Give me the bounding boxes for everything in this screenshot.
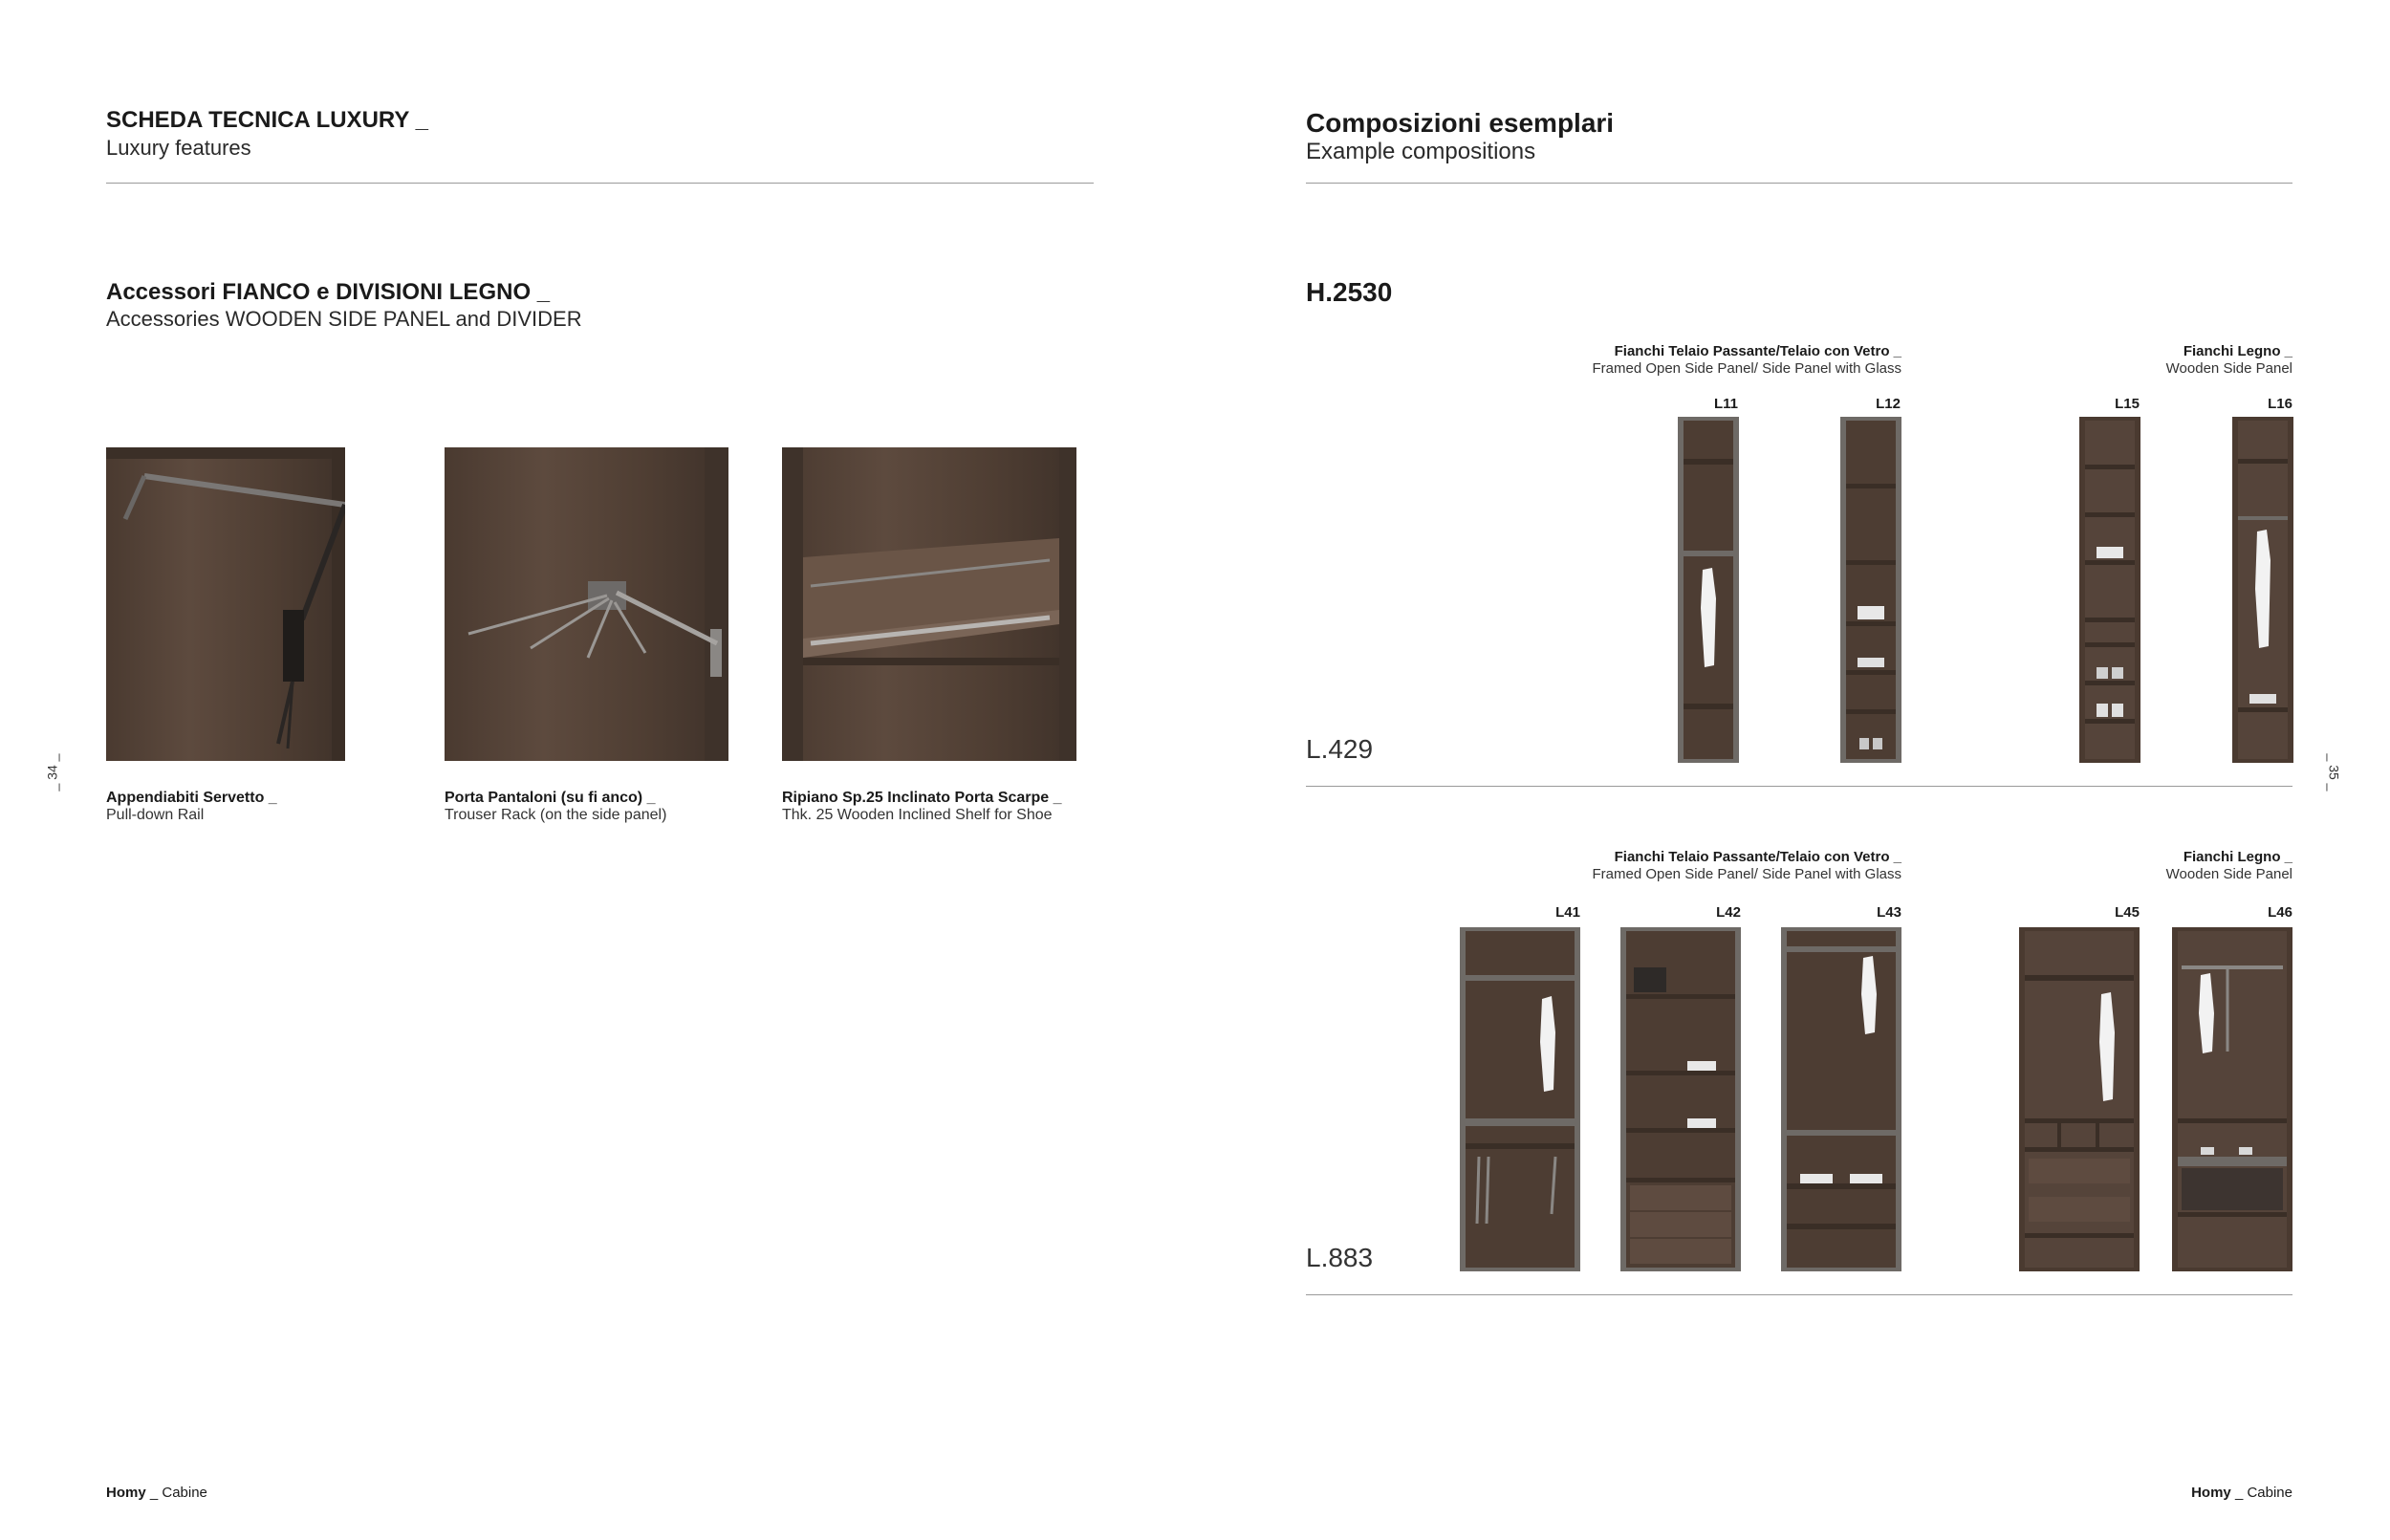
item-3-subtitle: Thk. 25 Wooden Inclined Shelf for Shoe [782,807,1053,823]
item-3-title: Ripiano Sp.25 Inclinato Porta Scarpe _ [782,790,1062,806]
left-footer [106,1485,207,1502]
section-subtitle: Accessories WOODEN SIDE PANEL and DIVIDER [106,307,582,331]
item-1-title: Appendiabiti Servetto _ [106,790,277,806]
code-L11: L11 [1713,396,1738,412]
row2-group2-title: Fianchi Legno _ [2183,849,2292,865]
cabinet-L41 [1460,927,1580,1271]
right-footer-brand: Homy [2191,1485,2231,1501]
item-2-title: Porta Pantaloni (su fi anco) _ [445,790,656,806]
right-page-number: _ 35 _ [2326,753,2342,792]
row1-group1-title: Fianchi Telaio Passante/Telaio con Vetro _ [1614,343,1901,359]
cabinet-L12 [1840,417,1901,763]
cabinet-L11 [1678,417,1739,763]
code-L42: L42 [1716,904,1741,921]
cabinet-L16 [2232,417,2293,763]
trouser-rack-photo [445,447,728,761]
code-L12: L12 [1876,396,1901,412]
code-L43: L43 [1877,904,1901,921]
cabinet-L42 [1620,927,1741,1271]
right-footer-label: _ Cabine [2230,1485,2292,1501]
left-header-subtitle: Luxury features [106,136,251,160]
section-title: Accessori FIANCO e DIVISIONI LEGNO _ [106,279,551,305]
item-2-subtitle: Trouser Rack (on the side panel) [445,807,667,823]
row1-group2-title: Fianchi Legno _ [2183,343,2292,359]
cabinet-L43 [1781,927,1901,1271]
code-L41: L41 [1555,904,1580,921]
inclined-shelf-photo [782,447,1076,761]
row2-group2-subtitle: Wooden Side Panel [2165,866,2292,882]
row1-group2-subtitle: Wooden Side Panel [2165,360,2292,377]
row1-rule [1306,786,2292,787]
item-1-subtitle: Pull-down Rail [106,807,205,823]
right-header-subtitle: Example compositions [1306,139,1536,164]
row1-group1-subtitle: Framed Open Side Panel/ Side Panel with Glass [1592,360,1901,377]
row1-width-label: L.429 [1306,734,1374,764]
right-footer [2151,1485,2292,1502]
pull-down-rail-photo [106,447,345,761]
row2-width-label: L.883 [1306,1243,1374,1272]
right-header-title: Composizioni esemplari [1306,108,1615,138]
left-footer-brand: Homy [106,1485,146,1501]
cabinet-L46 [2172,927,2292,1271]
row2-group1-subtitle: Framed Open Side Panel/ Side Panel with Glass [1592,866,1901,882]
row2-group1-title: Fianchi Telaio Passante/Telaio con Vetro _ [1614,849,1901,865]
left-footer-label: _ Cabine [145,1485,207,1501]
cabinet-L45 [2019,927,2140,1271]
cabinet-L15 [2079,417,2140,763]
code-L16: L16 [2268,396,2292,412]
code-L45: L45 [2115,904,2140,921]
right-header-rule [1306,183,2292,184]
left-header-title: SCHEDA TECNICA LUXURY _ [106,107,428,133]
row2-rule [1306,1294,2292,1295]
left-page-number: _ 34 _ [44,753,60,792]
code-L46: L46 [2268,904,2292,921]
code-L15: L15 [2115,396,2140,412]
height-label: H.2530 [1306,277,1393,307]
left-header-rule [106,183,1094,184]
